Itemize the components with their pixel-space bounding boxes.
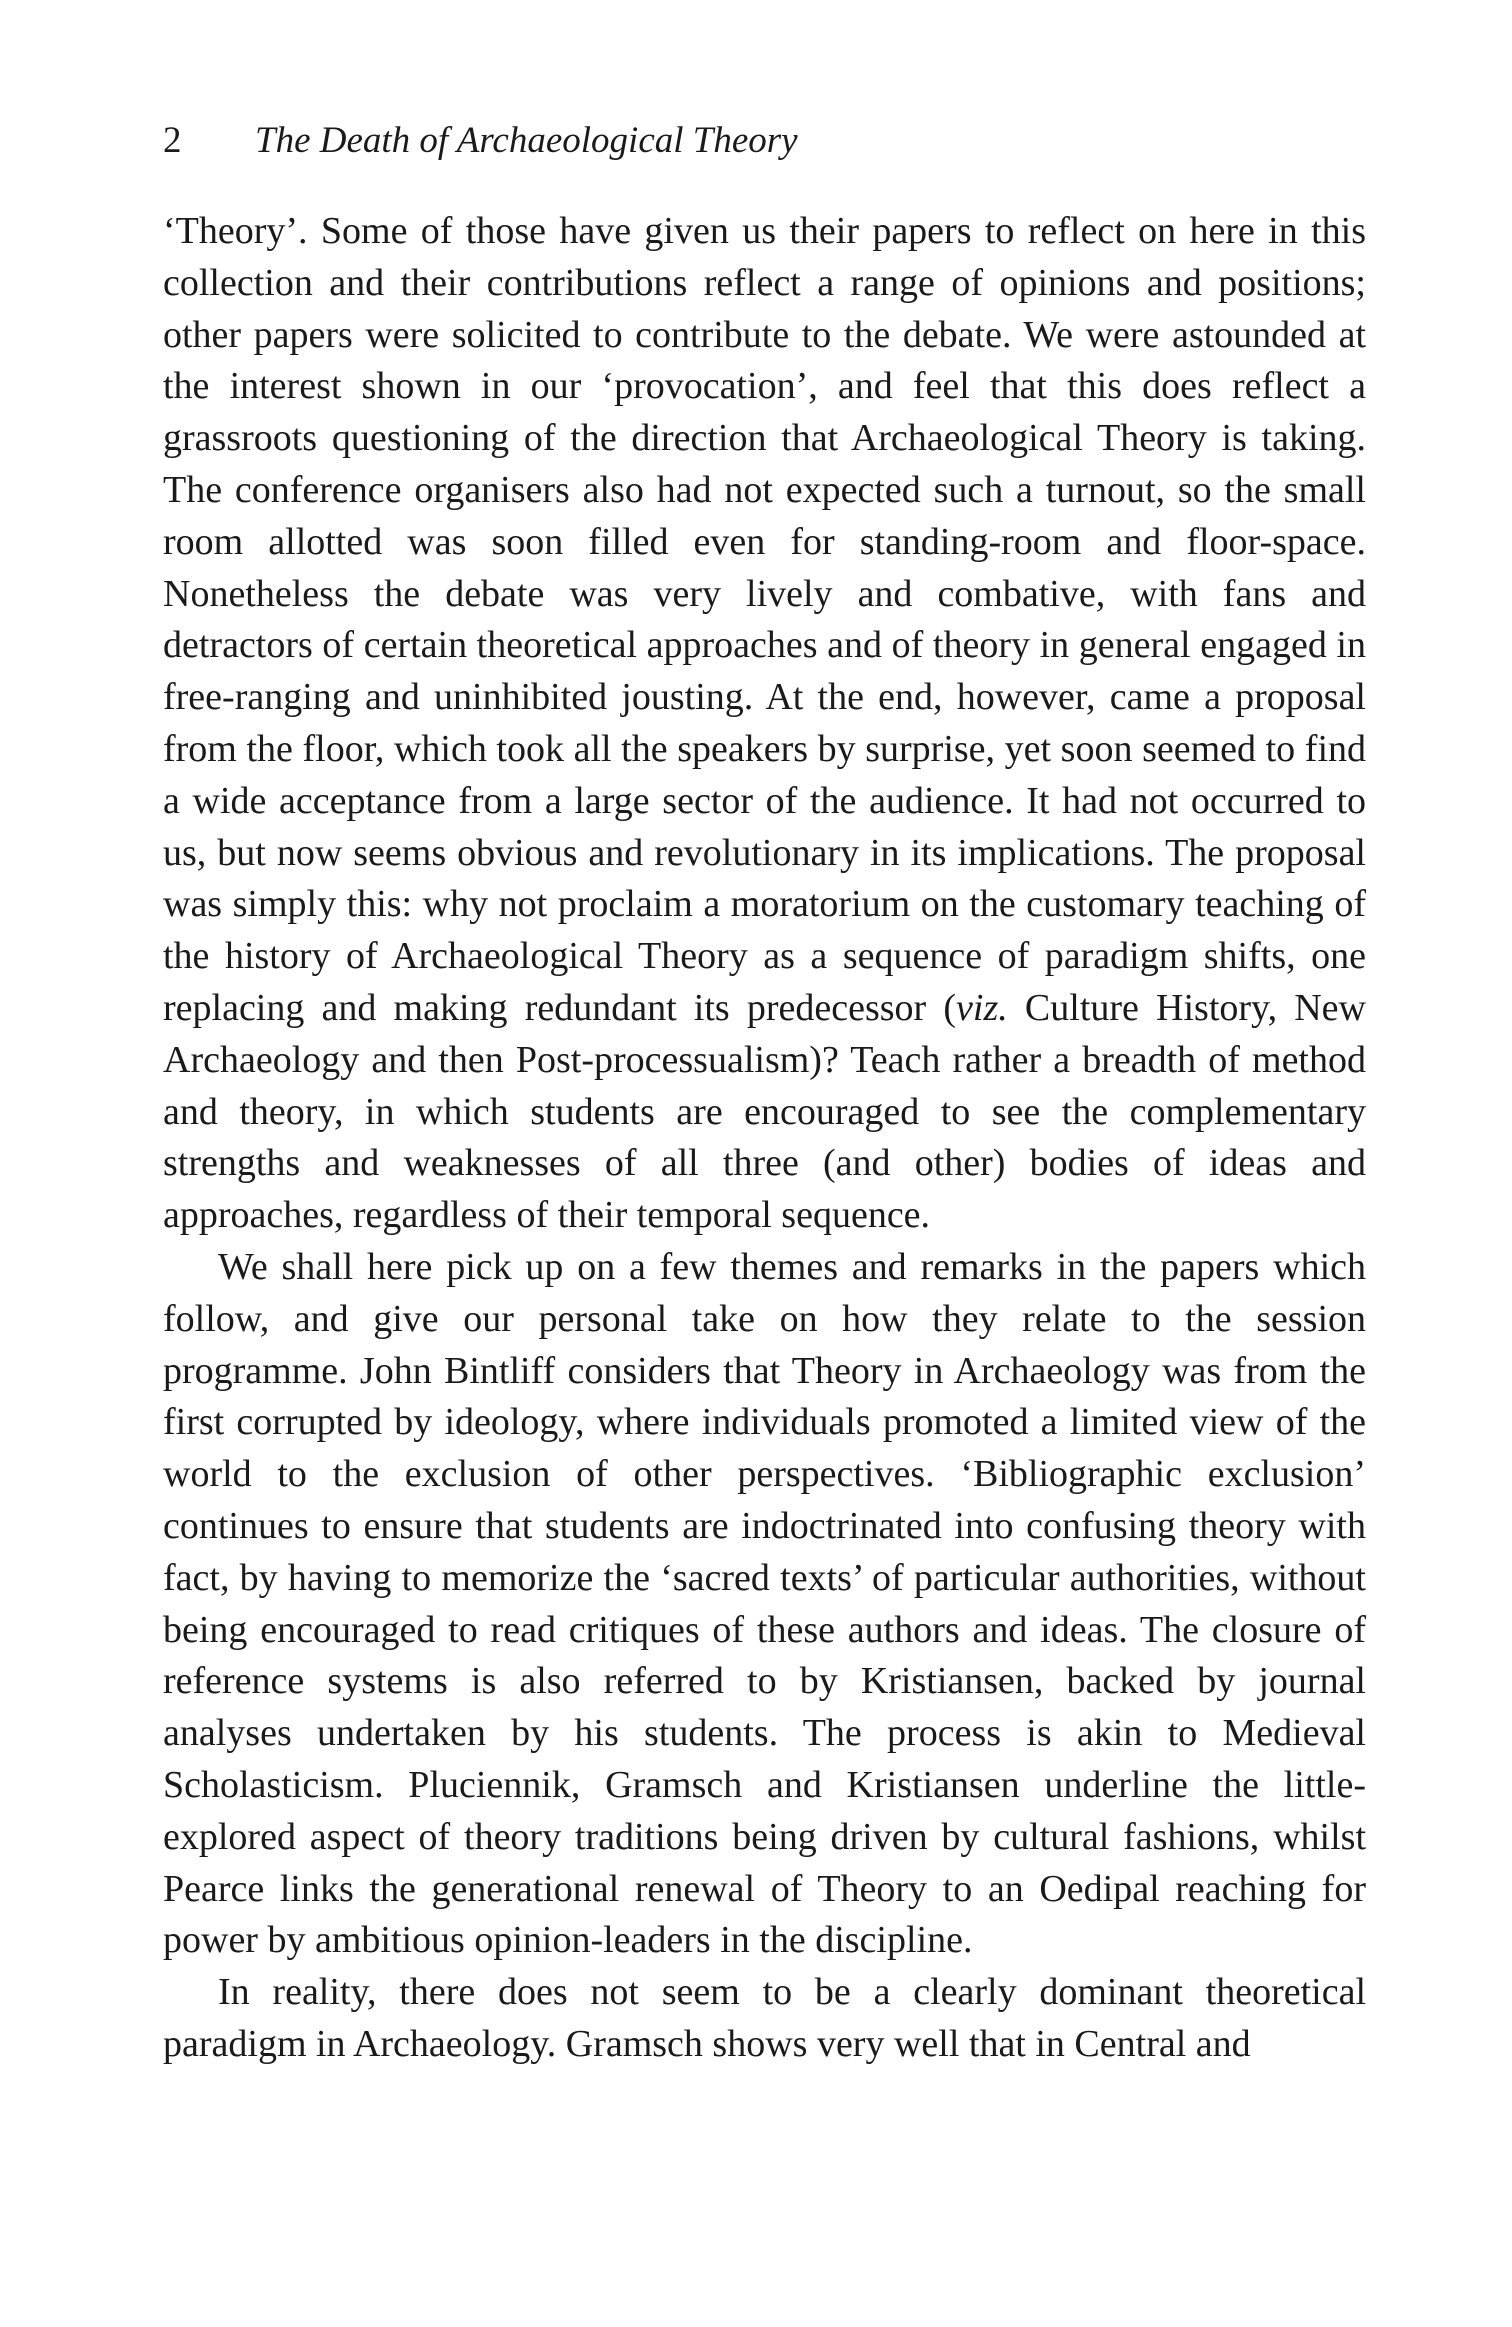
book-page — [163, 0, 1366, 2327]
paragraph: In reality, there does not seem to be a clearly dominant theoretical paradigm in Archaeology. Gramsch shows very well that in Central and — [163, 1971, 1366, 2065]
body-text — [163, 206, 1366, 2071]
running-title: The Death of Archaeological Theory — [255, 120, 798, 161]
paragraph: We shall here pick up on a few themes and remarks in the papers which follow, and give our personal take on how they relate to the session programme. John Bintliff considers that Theory in Archaeology was from the first corrupted by ideology, where individuals promoted a limited view of the world to the exclusion of other perspectives. ‘Bibliographic exclusion’ continues to ensure that students are indoctrinated into confusing theory with fact, by having to memorize the ‘sacred texts’ of particular authorities, without being encouraged to read critiques of these authors and ideas. The closure of reference systems is also referred to by Kristiansen, backed by journal analyses undertaken by his students. The process is akin to Medieval Scholasticism. Pluciennik, Gramsch and Kristiansen underline the little-explored aspect of theory traditions being driven by cultural fashions, whilst Pearce links the generational renewal of Theory to an Oedipal reaching for power by ambitious opinion-leaders in the discipline. — [163, 1245, 1366, 1962]
page-number: 2 — [163, 120, 182, 161]
running-head — [163, 118, 798, 164]
paragraph: ‘Theory’. Some of those have given us their papers to reflect on here in this collection and their contributions reflect a range of opinions and positions; other papers were solicited to contribute to the debate. We were astounded at the interest shown in our ‘provocation’, and feel that this does reflect a grassroots questioning of the direction that Archaeological Theory is taking. The conference organisers also had not expected such a turnout, so the small room allotted was soon filled even for standing-room and floor-space. Nonetheless the debate was very lively and combative, with fans and detractors of certain theoretical approaches and of theory in general engaged in free-ranging and uninhibited jousting. At the end, however, came a proposal from the floor, which took all the speakers by surprise, yet soon seemed to find a wide acceptance from a large sector of the audience. It had not occurred to us, but now seems obvious and revolutionary in its implications. The proposal was simply this: why not proclaim a moratorium on the customary teaching of the history of Archaeological Theory as a sequence of paradigm shifts, one replacing and making redundant its predecessor (viz. Culture History, New Archaeology and then Post-processualism)? Teach rather a breadth of method and theory, in which students are encouraged to see the complementary strengths and weaknesses of all three (and other) bodies of ideas and approaches, regardless of their temporal sequence. — [163, 210, 1366, 1237]
